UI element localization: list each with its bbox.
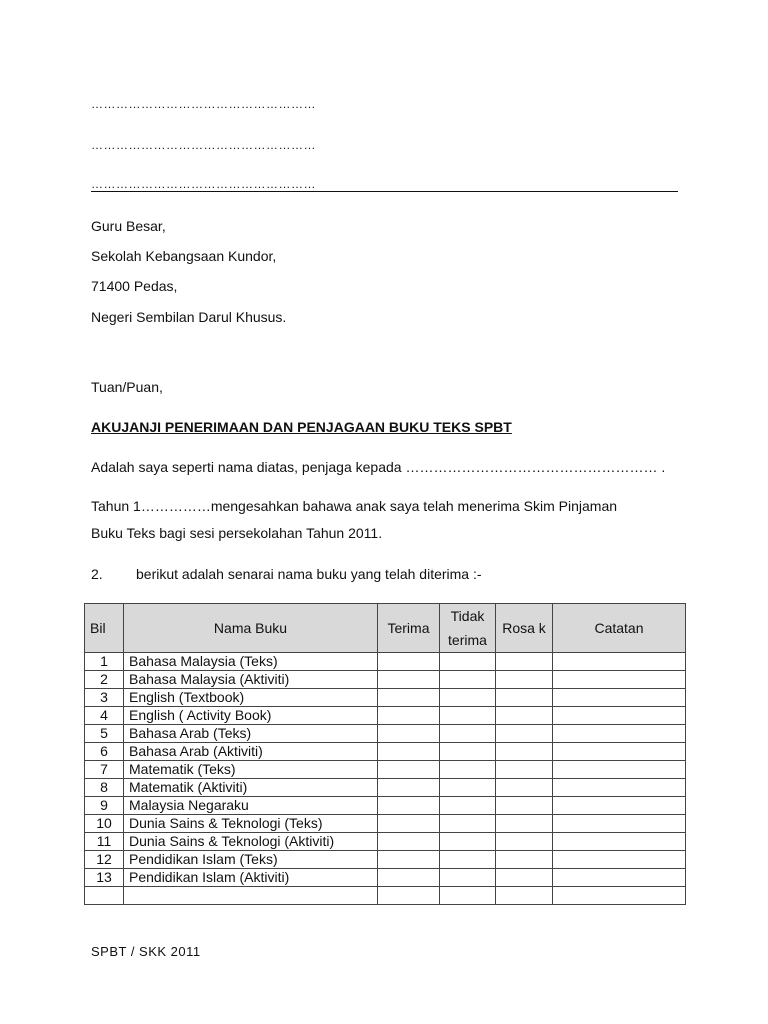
cell-terima — [378, 761, 440, 779]
cell-rosak — [496, 851, 553, 869]
cell-nama-buku: Dunia Sains & Teknologi (Aktiviti) — [124, 833, 378, 851]
cell-bil: 4 — [85, 707, 124, 725]
recipient-line-3: 71400 Pedas, — [91, 278, 178, 294]
cell-nama-buku: Bahasa Malaysia (Aktiviti) — [124, 671, 378, 689]
cell-catatan — [553, 815, 686, 833]
cell-nama-buku — [124, 887, 378, 905]
cell-bil: 3 — [85, 689, 124, 707]
table-row — [85, 815, 686, 833]
paragraph-2-line-2: Buku Teks bagi sesi persekolahan Tahun 2011. — [91, 525, 383, 541]
cell-tidak-terima — [440, 689, 496, 707]
cell-nama-buku: Malaysia Negaraku — [124, 797, 378, 815]
cell-terima — [378, 797, 440, 815]
section-number: 2. — [91, 566, 103, 582]
table-row — [85, 797, 686, 815]
cell-bil: 1 — [85, 653, 124, 671]
cell-bil: 8 — [85, 779, 124, 797]
cell-catatan — [553, 779, 686, 797]
cell-catatan — [553, 653, 686, 671]
header-bil: Bil — [85, 604, 124, 653]
cell-rosak — [496, 761, 553, 779]
cell-catatan — [553, 689, 686, 707]
paragraph-1: Adalah saya seperti nama diatas, penjaga kepada ……………………………………………… . — [91, 459, 666, 475]
cell-rosak — [496, 887, 553, 905]
cell-tidak-terima — [440, 707, 496, 725]
sender-address-line-1: ……………………………………………… — [91, 97, 316, 111]
table-row — [85, 725, 686, 743]
cell-bil: 5 — [85, 725, 124, 743]
recipient-line-4: Negeri Sembilan Darul Khusus. — [91, 309, 287, 325]
section-2 — [91, 566, 482, 582]
header-tidak-terima: Tidak terima — [440, 604, 496, 653]
cell-catatan — [553, 707, 686, 725]
cell-nama-buku: Pendidikan Islam (Aktiviti) — [124, 869, 378, 887]
cell-rosak — [496, 815, 553, 833]
cell-rosak — [496, 743, 553, 761]
cell-nama-buku: Matematik (Aktiviti) — [124, 779, 378, 797]
cell-catatan — [553, 851, 686, 869]
cell-catatan — [553, 725, 686, 743]
cell-nama-buku: Bahasa Malaysia (Teks) — [124, 653, 378, 671]
cell-bil: 13 — [85, 869, 124, 887]
cell-rosak — [496, 707, 553, 725]
cell-terima — [378, 815, 440, 833]
header-terima: Terima — [378, 604, 440, 653]
section-text: berikut adalah senarai nama buku yang telah diterima :- — [136, 566, 482, 582]
cell-catatan — [553, 761, 686, 779]
book-list-table — [84, 603, 686, 905]
cell-tidak-terima — [440, 797, 496, 815]
table-row — [85, 743, 686, 761]
document-title: AKUJANJI PENERIMAAN DAN PENJAGAAN BUKU TEKS SPBT — [91, 419, 512, 435]
cell-tidak-terima — [440, 653, 496, 671]
table-row — [85, 707, 686, 725]
cell-nama-buku: Dunia Sains & Teknologi (Teks) — [124, 815, 378, 833]
paragraph-2-line-1: Tahun 1……………mengesahkan bahawa anak saya telah menerima Skim Pinjaman — [91, 498, 618, 514]
table-row — [85, 689, 686, 707]
cell-bil: 11 — [85, 833, 124, 851]
cell-terima — [378, 689, 440, 707]
cell-nama-buku: Matematik (Teks) — [124, 761, 378, 779]
cell-terima — [378, 779, 440, 797]
cell-tidak-terima — [440, 743, 496, 761]
cell-bil: 10 — [85, 815, 124, 833]
sender-address-line-2: ……………………………………………… — [91, 138, 316, 152]
cell-catatan — [553, 671, 686, 689]
cell-nama-buku: Bahasa Arab (Teks) — [124, 725, 378, 743]
cell-bil — [85, 887, 124, 905]
cell-terima — [378, 869, 440, 887]
cell-tidak-terima — [440, 725, 496, 743]
cell-catatan — [553, 833, 686, 851]
cell-rosak — [496, 779, 553, 797]
cell-nama-buku: Pendidikan Islam (Teks) — [124, 851, 378, 869]
cell-tidak-terima — [440, 887, 496, 905]
cell-rosak — [496, 653, 553, 671]
cell-terima — [378, 851, 440, 869]
salutation: Tuan/Puan, — [91, 379, 163, 395]
table-row — [85, 833, 686, 851]
cell-terima — [378, 707, 440, 725]
cell-bil: 6 — [85, 743, 124, 761]
cell-bil: 12 — [85, 851, 124, 869]
recipient-line-2: Sekolah Kebangsaan Kundor, — [91, 248, 277, 264]
table-row — [85, 671, 686, 689]
cell-tidak-terima — [440, 761, 496, 779]
header-catatan: Catatan — [553, 604, 686, 653]
cell-terima — [378, 887, 440, 905]
cell-tidak-terima — [440, 671, 496, 689]
cell-catatan — [553, 887, 686, 905]
cell-tidak-terima — [440, 869, 496, 887]
cell-rosak — [496, 797, 553, 815]
cell-catatan — [553, 797, 686, 815]
table-row — [85, 887, 686, 905]
table-header-row — [85, 604, 686, 653]
header-divider — [91, 191, 678, 192]
header-nama-buku: Nama Buku — [124, 604, 378, 653]
cell-tidak-terima — [440, 833, 496, 851]
table-row — [85, 761, 686, 779]
sender-address-line-3: ……………………………………………… — [91, 177, 316, 191]
cell-rosak — [496, 833, 553, 851]
header-rosak: Rosa k — [496, 604, 553, 653]
cell-rosak — [496, 689, 553, 707]
cell-tidak-terima — [440, 815, 496, 833]
table-row — [85, 869, 686, 887]
cell-tidak-terima — [440, 779, 496, 797]
cell-rosak — [496, 671, 553, 689]
cell-tidak-terima — [440, 851, 496, 869]
recipient-line-1: Guru Besar, — [91, 218, 166, 234]
cell-terima — [378, 743, 440, 761]
cell-rosak — [496, 869, 553, 887]
cell-terima — [378, 833, 440, 851]
table-row — [85, 653, 686, 671]
table-row — [85, 851, 686, 869]
cell-rosak — [496, 725, 553, 743]
cell-bil: 7 — [85, 761, 124, 779]
cell-terima — [378, 671, 440, 689]
cell-terima — [378, 653, 440, 671]
footer-code: SPBT / SKK 2011 — [91, 944, 201, 959]
cell-bil: 2 — [85, 671, 124, 689]
cell-nama-buku: English ( Activity Book) — [124, 707, 378, 725]
cell-nama-buku: Bahasa Arab (Aktiviti) — [124, 743, 378, 761]
cell-catatan — [553, 743, 686, 761]
cell-nama-buku: English (Textbook) — [124, 689, 378, 707]
cell-bil: 9 — [85, 797, 124, 815]
table-row — [85, 779, 686, 797]
cell-catatan — [553, 869, 686, 887]
cell-terima — [378, 725, 440, 743]
